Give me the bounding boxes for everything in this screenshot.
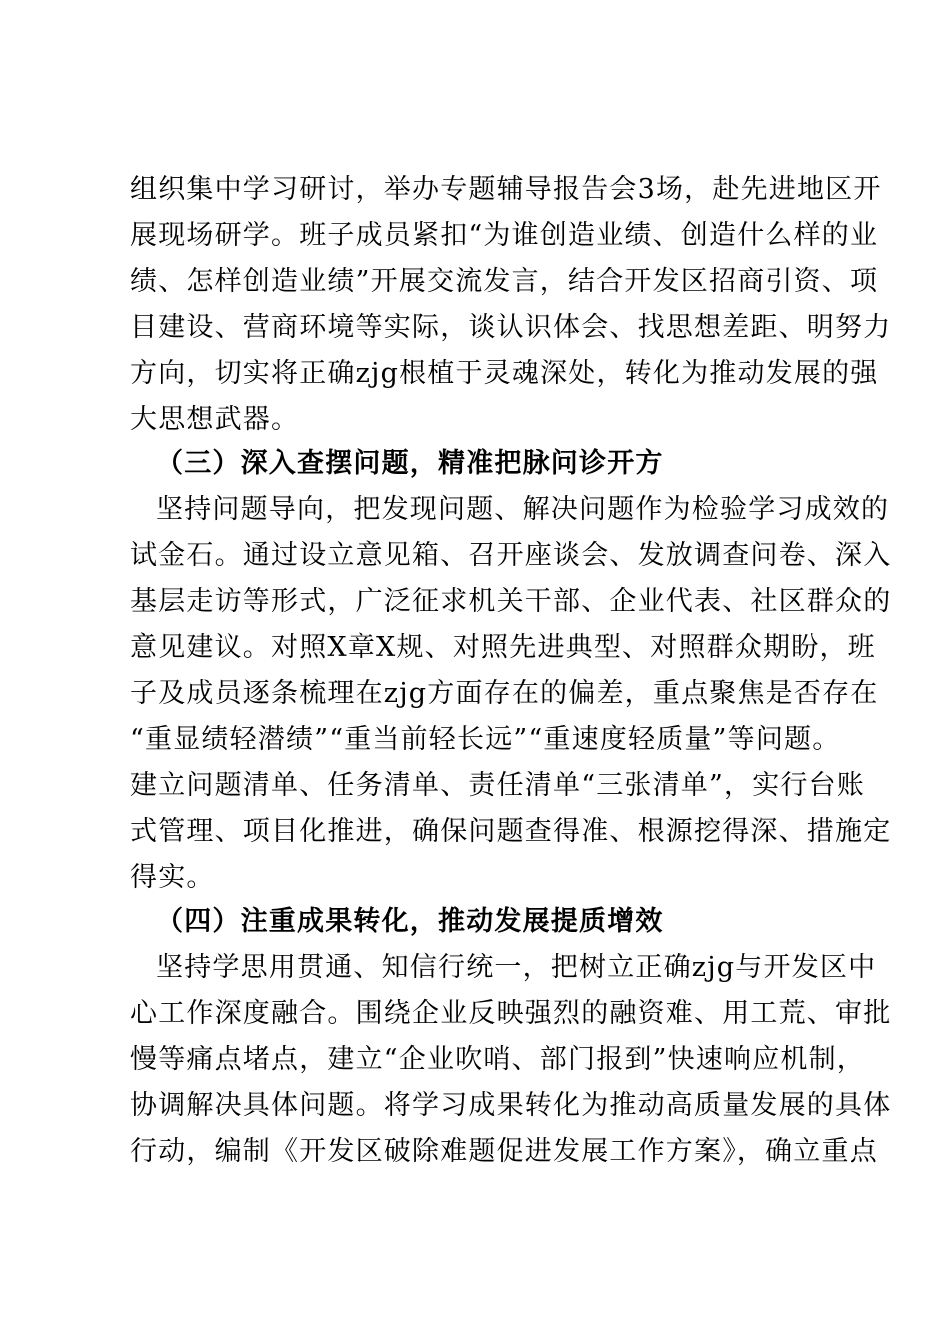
section-heading-3: （三）深入查摆问题，精准把脉问诊开方 [156,448,664,479]
body-line: 得实。 [130,862,215,893]
body-line: 心工作深度融合。围绕企业反映强烈的融资难、用工荒、审批 [130,998,892,1029]
body-line: 子及成员逐条梳理在zjg方面存在的偏差，重点聚焦是否存在 [130,678,879,709]
body-line: 绩、怎样创造业绩”开展交流发言，结合开发区招商引资、项 [130,266,879,297]
body-line: 大思想武器。 [130,404,300,435]
body-line: 基层走访等形式，广泛征求机关干部、企业代表、社区群众的 [130,586,892,617]
body-line: 式管理、项目化推进，确保问题查得准、根源挖得深、措施定 [130,816,892,847]
body-line: 建立问题清单、任务清单、责任清单“三张清单”，实行台账 [130,770,866,801]
body-line: 协调解决具体问题。将学习成果转化为推动高质量发展的具体 [130,1090,892,1121]
body-line: 展现场研学。班子成员紧扣“为谁创造业绩、创造什么样的业 [130,220,879,251]
body-line: 慢等痛点堵点，建立“企业吹哨、部门报到”快速响应机制， [130,1044,866,1075]
body-line: 组织集中学习研讨，举办专题辅导报告会3场，赴先进地区开 [130,174,882,205]
body-line: 试金石。通过设立意见箱、召开座谈会、发放调查问卷、深入 [130,540,892,571]
body-line: 意见建议。对照X章X规、对照先进典型、对照群众期盼，班 [130,632,876,663]
paragraph-first-line: 坚持问题导向，把发现问题、解决问题作为检验学习成效的 [156,494,890,525]
body-line: 方向，切实将正确zjg根植于灵魂深处，转化为推动发展的强 [130,358,879,389]
section-heading-4: （四）注重成果转化，推动发展提质增效 [156,906,664,937]
body-line: 行动，编制《开发区破除难题促进发展工作方案》，确立重点 [130,1136,878,1167]
body-line: “重显绩轻潜绩”“重当前轻长远”“重速度轻质量”等问题。 [130,724,841,755]
body-line: 目建设、营商环境等实际，谈认识体会、找思想差距、明努力 [130,312,892,343]
paragraph-first-line: 坚持学思用贯通、知信行统一，把树立正确zjg与开发区中 [156,952,877,983]
